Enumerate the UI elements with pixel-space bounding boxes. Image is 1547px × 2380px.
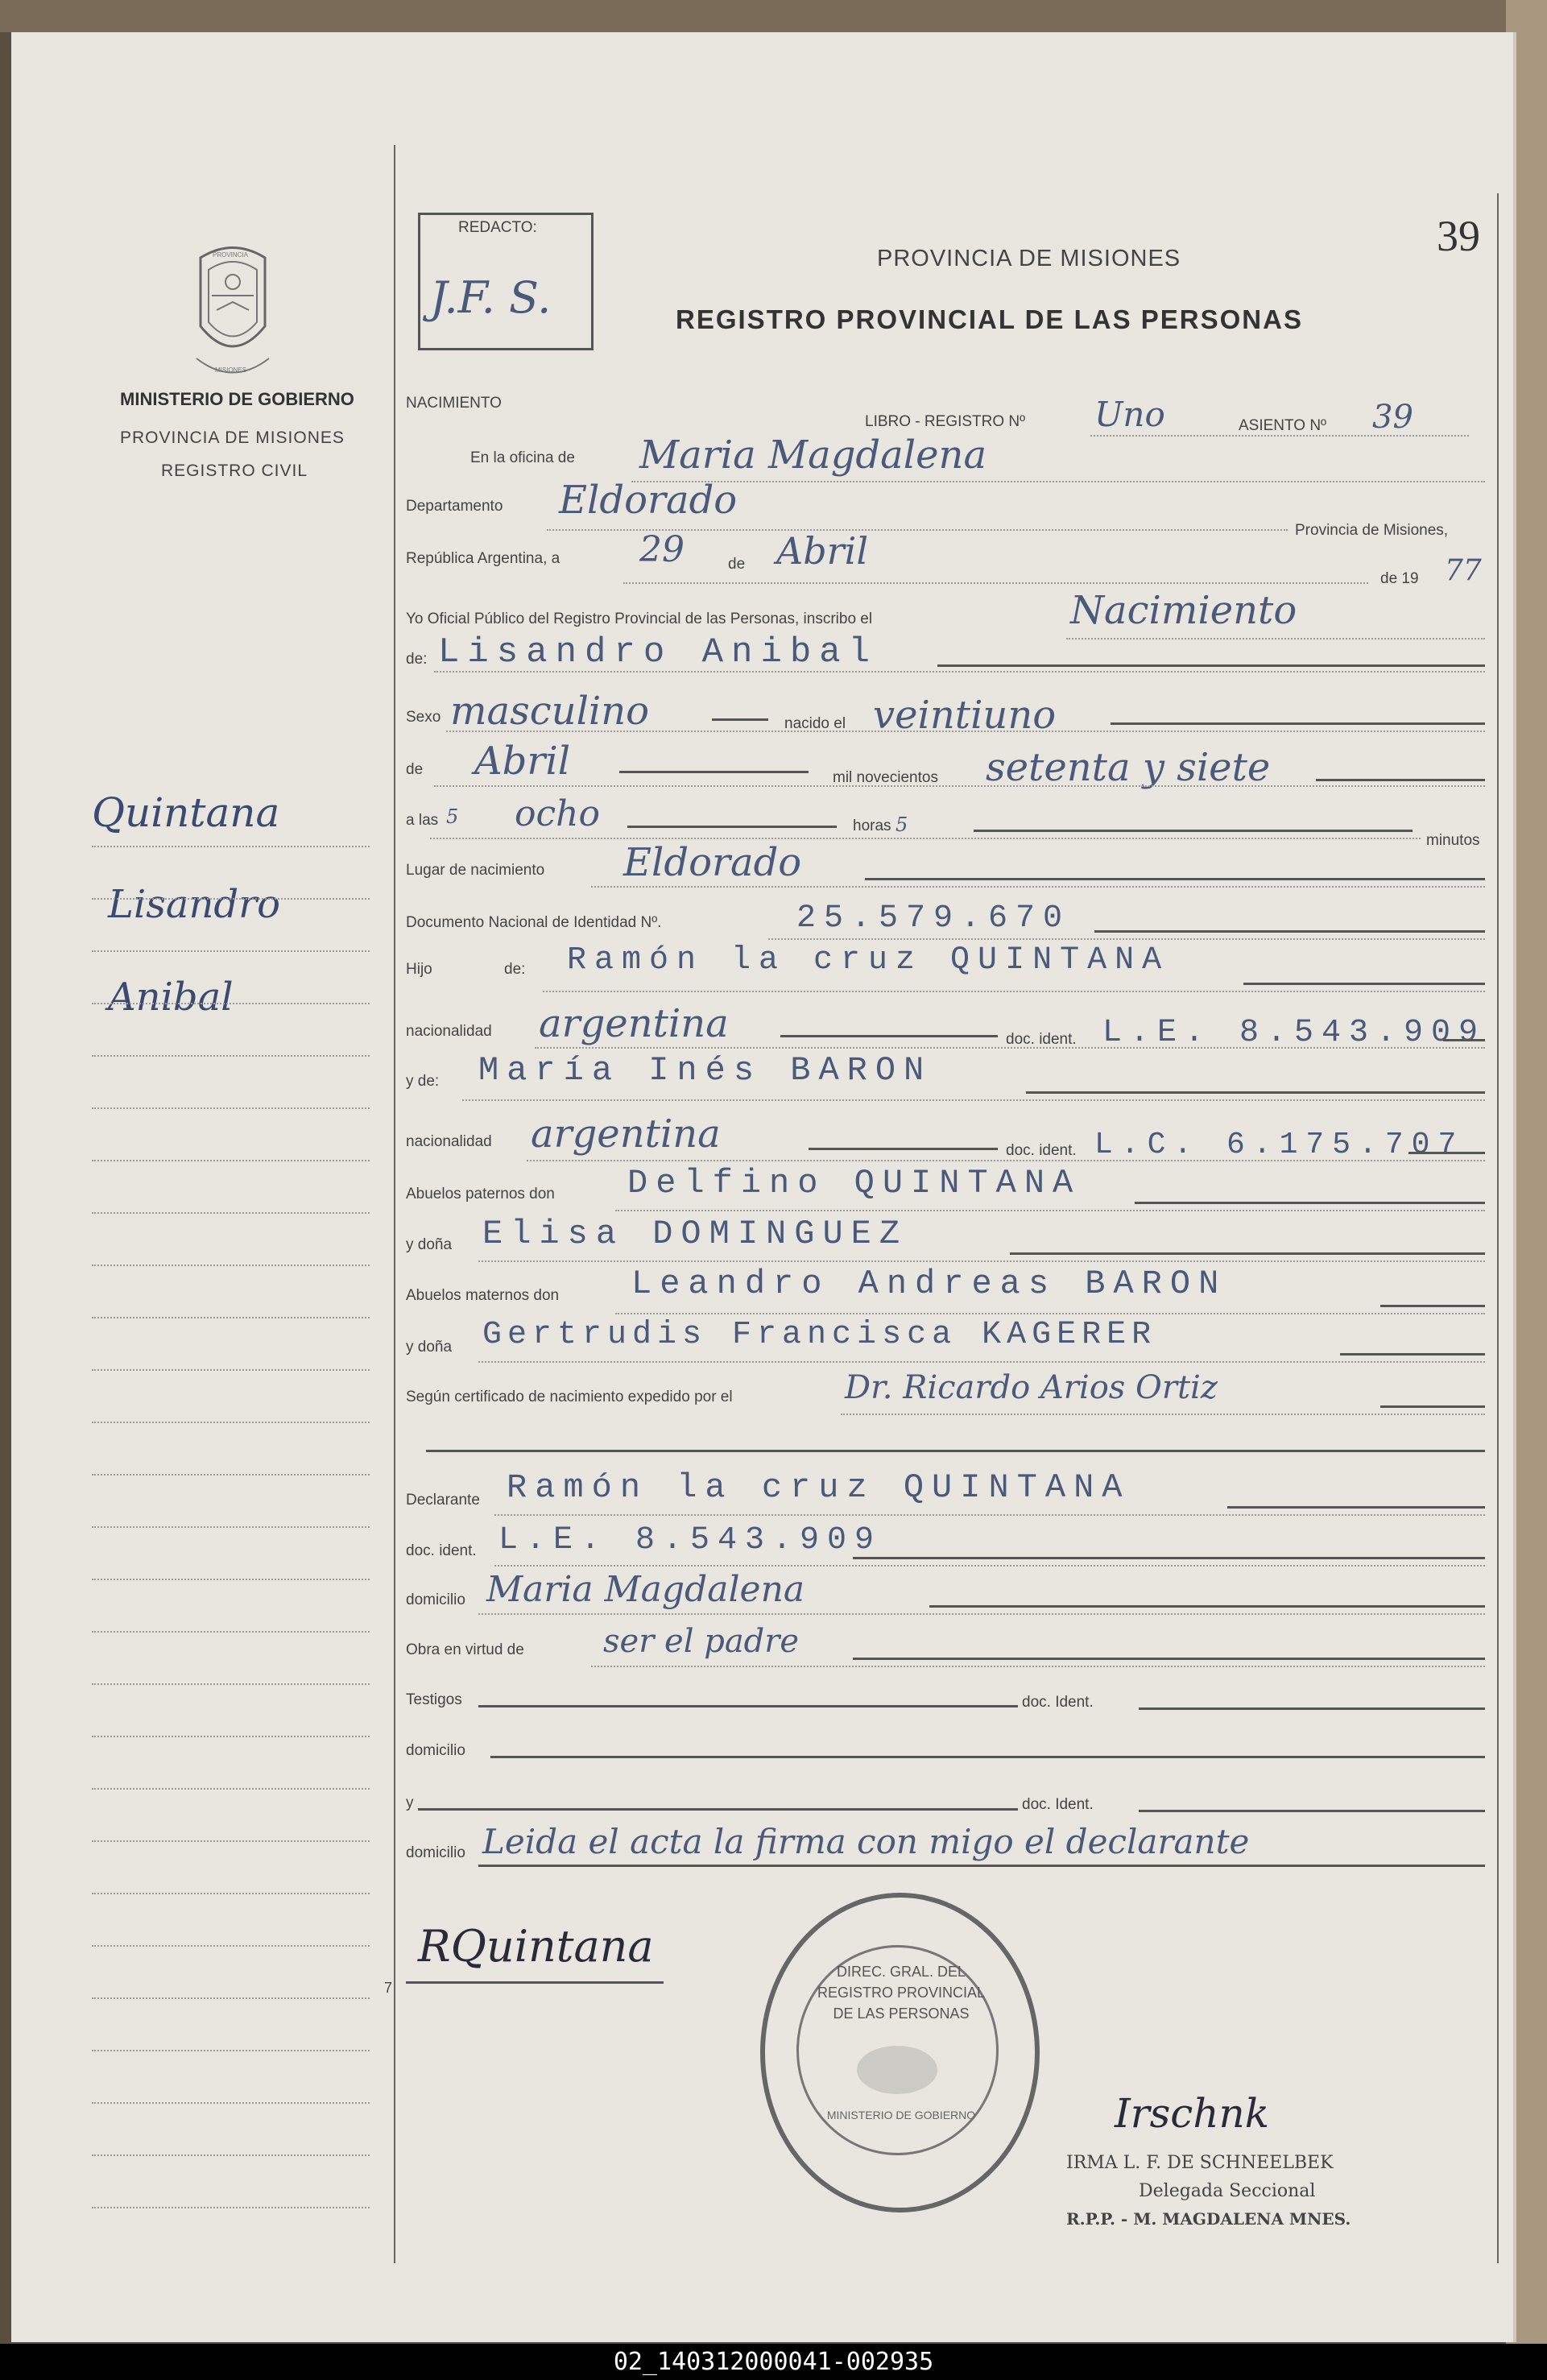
form-line: [446, 731, 1485, 732]
officer-office: R.P.P. - M. MAGDALENA MNES.: [1066, 2209, 1351, 2229]
page-number: 39: [1437, 212, 1480, 260]
abuela-mat-value: Gertrudis Francisca KAGERER: [482, 1317, 1157, 1353]
declarante-value: Ramón la cruz QUINTANA: [507, 1468, 1131, 1507]
hijo-label: Hijo: [406, 961, 432, 978]
sidebar-line: [92, 1317, 370, 1318]
hijo-de-label: de:: [504, 961, 526, 978]
fill-line: [1316, 779, 1485, 781]
fill-line: [619, 771, 809, 773]
form-line: [494, 1565, 1485, 1567]
sidebar-line: [92, 1840, 370, 1842]
fill-line: [1380, 1305, 1485, 1307]
oficina-label: En la oficina de: [470, 449, 575, 466]
form-line: [615, 1210, 1485, 1211]
declarante-doc-value: L.E. 8.543.909: [498, 1522, 883, 1558]
segun-value: Dr. Ricardo Arios Ortiz: [845, 1369, 1218, 1406]
left-signature: RQuintana: [418, 1921, 654, 1972]
domicilio-label: domicilio: [406, 1591, 465, 1608]
fill-line: [853, 1658, 1485, 1660]
signature-mark: 7: [384, 1980, 393, 1996]
libro-value: Uno: [1094, 395, 1165, 434]
abuela-pat-value: Elisa DOMINGUEZ: [482, 1215, 908, 1253]
fill-line: [712, 718, 768, 721]
abuelos-pat-label: Abuelos paternos don: [406, 1186, 555, 1202]
horas-suffix: 5: [896, 813, 908, 836]
fill-line: [478, 1705, 1018, 1707]
sidebar-line: [92, 1526, 370, 1528]
abuelos-mat-label: Abuelos maternos don: [406, 1287, 560, 1304]
fill-line: [478, 1865, 1485, 1867]
right-signature: Irschnk: [1115, 2090, 1270, 2137]
sidebar-line: [92, 1579, 370, 1580]
sidebar-line: [92, 1003, 370, 1004]
fill-line: [1026, 1091, 1485, 1094]
fill-line: [974, 830, 1413, 832]
sidebar-line: [92, 1265, 370, 1266]
madre-nac-value: argentina: [531, 1111, 721, 1157]
ministry-label: MINISTERIO DE GOBIERNO: [120, 389, 354, 409]
redactado-label: REDACTO:: [458, 219, 537, 236]
sidebar-line: [92, 1212, 370, 1214]
officer-name: IRMA L. F. DE SCHNEELBEK: [1066, 2153, 1334, 2173]
declarante-label: Declarante: [406, 1492, 480, 1509]
fill-line: [490, 1756, 1485, 1758]
form-line: [623, 582, 1368, 584]
y-dona-label: y doña: [406, 1236, 453, 1253]
sidebar-line: [92, 1107, 370, 1109]
sidebar-province: PROVINCIA DE MISIONES: [120, 428, 345, 447]
departamento-label: Departamento: [406, 498, 503, 515]
sexo-label: Sexo: [406, 709, 441, 726]
seal-emblem-icon: [857, 2046, 937, 2094]
doc-ident3-label: doc. ident.: [406, 1542, 477, 1559]
anio-value: 77: [1445, 554, 1482, 587]
y-de-label: y de:: [406, 1073, 440, 1090]
obra-value: ser el padre: [603, 1623, 800, 1660]
fill-line: [1139, 1810, 1485, 1812]
form-line: [478, 1361, 1485, 1363]
fill-line: [627, 826, 837, 828]
coat-text-top: PROVINCIA: [213, 251, 249, 259]
fill-line: [1443, 1039, 1485, 1041]
a-las-prefix: 5: [446, 805, 459, 828]
documento-label: Documento Nacional de Identidad Nº.: [406, 914, 662, 931]
asiento-value: 39: [1372, 399, 1413, 436]
form-line: [434, 671, 1485, 673]
nacido-label: nacido el: [784, 715, 846, 732]
de-label: de: [728, 556, 746, 573]
form-line: [591, 886, 1485, 888]
form-line: [1066, 638, 1485, 639]
form-line: [462, 1099, 1485, 1101]
sidebar-name2: Anibal: [108, 975, 234, 1020]
fill-line: [929, 1605, 1485, 1608]
sidebar-line: [92, 1474, 370, 1476]
sidebar-line: [92, 846, 370, 847]
doc-ident2-label: doc. ident.: [1006, 1142, 1077, 1159]
fill-line: [1111, 722, 1485, 725]
form-line: [478, 1613, 1485, 1615]
mil-value: setenta y siete: [986, 745, 1271, 790]
fill-line: [1243, 983, 1485, 985]
form-line: [591, 1666, 1485, 1667]
sidebar-surname: Quintana: [92, 789, 280, 836]
abuelo-mat-value: Leandro Andreas BARON: [631, 1265, 1227, 1303]
de-persona-label: de:: [406, 651, 428, 668]
sidebar-line: [92, 2207, 370, 2208]
horas-label: horas: [853, 817, 891, 834]
fill-line: [1139, 1707, 1485, 1710]
padre-value: Ramón la cruz QUINTANA: [567, 942, 1170, 979]
doc-ident-label: doc. ident.: [1006, 1031, 1077, 1048]
libro-label: LIBRO - REGISTRO Nº: [865, 413, 1026, 430]
sidebar-registry: REGISTRO CIVIL: [161, 462, 308, 480]
sidebar-line: [92, 2154, 370, 2156]
right-margin-line: [1497, 193, 1499, 2263]
leida-value: Leida el acta la firma con migo el declarante: [482, 1822, 1250, 1861]
asiento-label: ASIENTO Nº: [1239, 417, 1326, 434]
sidebar-line: [92, 2102, 370, 2104]
mil-label: mil novecientos: [833, 769, 938, 786]
fill-line: [1380, 1405, 1485, 1408]
lugar-value: Eldorado: [623, 840, 802, 885]
sidebar-line: [92, 950, 370, 952]
coat-of-arms-icon: [184, 238, 281, 399]
form-line: [478, 1260, 1485, 1262]
documento-value: 25.579.670: [796, 900, 1071, 937]
padre-doc-value: L.E. 8.543.909: [1102, 1015, 1487, 1051]
form-line: [631, 481, 1485, 482]
padre-nac-value: argentina: [539, 1001, 729, 1046]
nacido-value: veintiuno: [873, 693, 1057, 738]
fill-line: [1340, 1353, 1485, 1356]
yo-oficial-label: Yo Oficial Público del Registro Provincial de las Personas, inscribo el: [406, 611, 873, 627]
sidebar-line: [92, 1369, 370, 1371]
provincia-label: Provincia de Misiones,: [1295, 522, 1449, 539]
fill-line: [426, 1450, 1485, 1452]
sidebar-line: [92, 1055, 370, 1057]
doc-ident4-label: doc. Ident.: [1022, 1694, 1094, 1711]
form-line: [768, 938, 1485, 940]
coat-text-bottom: MISIONES: [215, 366, 247, 374]
departamento-value: Eldorado: [559, 478, 738, 523]
sidebar-line: [92, 1788, 370, 1790]
fill-line: [1135, 1202, 1485, 1204]
form-line: [527, 1160, 1485, 1161]
dia-value: 29: [639, 529, 685, 570]
nacionalidad2-label: nacionalidad: [406, 1133, 492, 1150]
fill-line: [809, 1148, 998, 1150]
book-top-edge: [0, 0, 1547, 32]
seal-ring-text: DIREC. GRAL. DEL REGISTRO PROVINCIAL DE LAS PERSONAS: [817, 1964, 986, 2022]
image-id-footer: 02_140312000041-002935: [0, 2344, 1547, 2380]
fill-line: [937, 664, 1485, 667]
inscribo-value: Nacimiento: [1070, 588, 1297, 633]
registry-title: REGISTRO PROVINCIAL DE LAS PERSONAS: [676, 304, 1303, 334]
nacionalidad-label: nacionalidad: [406, 1023, 492, 1040]
fill-line: [853, 1557, 1485, 1559]
republica-label: República Argentina, a: [406, 550, 560, 567]
redactado-value: J.F. S.: [430, 272, 552, 323]
domicilio2-label: domicilio: [406, 1742, 465, 1759]
province-heading: PROVINCIA DE MISIONES: [877, 246, 1181, 271]
fill-line: [1227, 1506, 1485, 1509]
sidebar-line: [92, 1631, 370, 1633]
abuelo-pat-value: Delfino QUINTANA: [627, 1164, 1082, 1202]
sidebar-line: [92, 1945, 370, 1947]
fill-line: [1094, 930, 1485, 933]
seal-inner-text: MINISTERIO DE GOBIERNO: [826, 2109, 976, 2121]
sidebar-line: [92, 1422, 370, 1423]
sidebar-line: [92, 2050, 370, 2051]
signature-line: [406, 1981, 664, 1984]
domicilio3-label: domicilio: [406, 1844, 465, 1861]
nacimiento-label: NACIMIENTO: [406, 395, 502, 412]
fill-line: [418, 1808, 1018, 1811]
form-line: [543, 991, 1485, 992]
sidebar-line: [92, 1736, 370, 1737]
segun-label: Según certificado de nacimiento expedido por el: [406, 1389, 733, 1405]
persona-value: Lisandro Anibal: [438, 632, 879, 673]
form-line: [434, 785, 1485, 787]
form-line: [535, 1047, 1485, 1049]
sidebar-line: [92, 1997, 370, 1999]
domicilio-value: Maria Magdalena: [486, 1569, 805, 1610]
fill-line: [1408, 1152, 1485, 1154]
de-mes-label: de: [406, 761, 424, 778]
nac-mes-value: Abril: [474, 739, 571, 784]
sidebar-line: [92, 898, 370, 900]
de19-label: de 19: [1380, 570, 1419, 587]
officer-role: Delegada Seccional: [1139, 2181, 1316, 2201]
mes-value: Abril: [776, 529, 869, 573]
sidebar-name1: Lisandro: [108, 882, 280, 927]
form-line: [1090, 435, 1469, 437]
lugar-label: Lugar de nacimiento: [406, 862, 545, 879]
madre-doc-value: L.C. 6.175.707: [1094, 1128, 1465, 1162]
sidebar-line: [92, 1683, 370, 1685]
fill-line: [865, 878, 1485, 880]
document-page: [11, 32, 1516, 2342]
form-line: [430, 838, 1421, 839]
hora-value: ocho: [515, 793, 600, 834]
oficina-value: Maria Magdalena: [639, 433, 987, 478]
form-line: [615, 1313, 1485, 1314]
sidebar-line: [92, 1893, 370, 1894]
sidebar-line: [92, 1160, 370, 1161]
doc-ident5-label: doc. Ident.: [1022, 1796, 1094, 1813]
fill-line: [780, 1035, 998, 1037]
form-line: [841, 1414, 1485, 1415]
a-las-label: a las: [406, 812, 439, 829]
fill-line: [1010, 1252, 1485, 1255]
form-line: [494, 1514, 1485, 1516]
sexo-value: masculino: [450, 689, 650, 734]
madre-value: María Inés BARON: [478, 1051, 933, 1090]
minutos-label: minutos: [1426, 832, 1480, 849]
obra-label: Obra en virtud de: [406, 1641, 524, 1658]
testigos-label: Testigos: [406, 1691, 462, 1708]
y-label: y: [406, 1794, 414, 1811]
left-margin-line: [394, 145, 395, 2263]
y-dona2-label: y doña: [406, 1339, 453, 1356]
